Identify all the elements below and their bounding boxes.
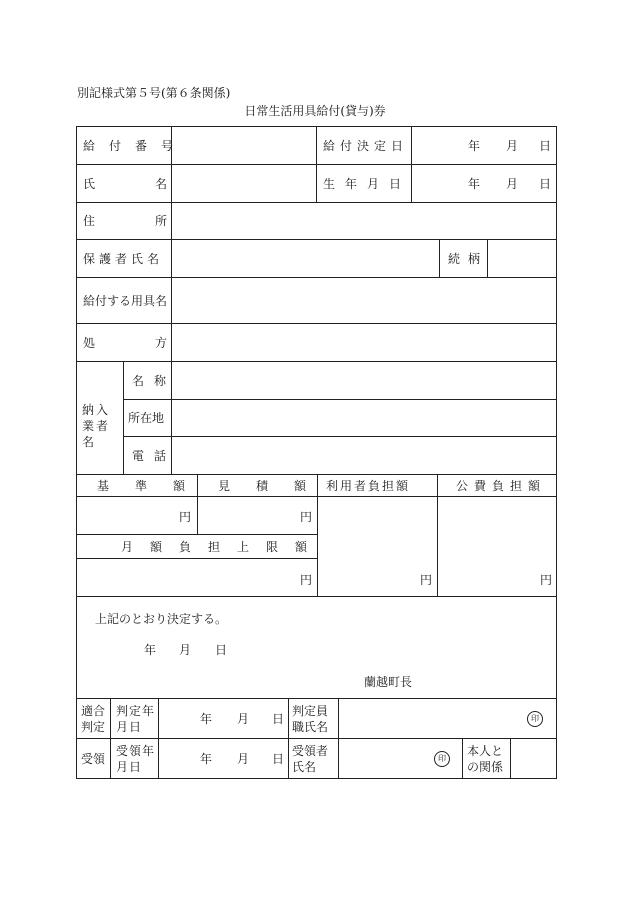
- field-meisho[interactable]: [171, 361, 557, 399]
- header-kijun-gaku: [76, 474, 212, 496]
- field-getsugaku-futan-jogen-gaku[interactable]: [76, 558, 317, 596]
- month-label: 月: [179, 643, 192, 657]
- label-riyosha-futan-gaku: 利用者負担額: [326, 479, 411, 493]
- field-shimei[interactable]: [171, 164, 316, 202]
- year-label: 年: [200, 712, 213, 726]
- label-nonyu-gyosha: 納入業者名: [82, 403, 111, 449]
- label-cell-juryosha-shimei: [288, 738, 338, 779]
- label-cell-seinengappi: [316, 164, 411, 202]
- field-shozaichi[interactable]: [171, 399, 557, 436]
- field-kyufu-bango[interactable]: [171, 126, 316, 164]
- field-shoho[interactable]: [171, 323, 557, 361]
- label-tekigo-hantei: 適合判定: [81, 704, 106, 734]
- label-juryo-nengappi: 受領年月日: [116, 744, 156, 774]
- field-hantei-nengappi[interactable]: [158, 698, 288, 738]
- month-label: 月: [506, 177, 519, 191]
- label-cell-tekigo-hantei: [76, 698, 110, 738]
- field-hanteiin-shokushimei[interactable]: [338, 698, 557, 738]
- label-mitsumori-gaku: 見積額: [218, 479, 333, 493]
- year-label: 年: [200, 752, 213, 766]
- yen-label: 円: [179, 510, 192, 524]
- field-kyufu-kettei-bi[interactable]: [411, 126, 557, 164]
- field-juryo-nengappi[interactable]: [158, 738, 288, 779]
- label-cell-hanteiin-shokushimei: [288, 698, 338, 738]
- field-zokugara[interactable]: [487, 239, 557, 277]
- field-seinengappi[interactable]: [411, 164, 557, 202]
- header-kohi-futan-gaku: [437, 474, 557, 496]
- year-label: 年: [468, 177, 481, 191]
- label-meisho: 名称: [132, 374, 177, 388]
- label-cell-denwa: [123, 436, 177, 474]
- field-honnin-tono-kankei[interactable]: [510, 738, 557, 779]
- decision-statement: 上記のとおり決定する。: [95, 612, 228, 626]
- label-seinengappi: 生年月日: [323, 177, 412, 191]
- field-jusho[interactable]: [171, 202, 557, 239]
- label-cell-hogosha-shimei: [76, 239, 171, 277]
- label-honnin-tono-kankei: 本人との関係: [467, 744, 504, 774]
- label-cell-honnin-tono-kankei: [462, 738, 510, 779]
- label-cell-juryo: [76, 738, 110, 779]
- yen-label: 円: [300, 510, 313, 524]
- label-juryo: 受領: [81, 752, 106, 766]
- seal-mark: 印: [434, 751, 450, 767]
- label-zokugara: 続柄: [448, 252, 489, 266]
- header-riyosha-futan-gaku: [317, 474, 437, 496]
- field-kijun-gaku[interactable]: [76, 496, 197, 534]
- field-hogosha-shimei[interactable]: [171, 239, 439, 277]
- label-cell-meisho: [123, 361, 177, 399]
- year-label: 年: [144, 643, 157, 657]
- yen-label: 円: [420, 573, 433, 587]
- label-kijun-gaku: 基準額: [97, 479, 212, 493]
- label-denwa: 電話: [132, 449, 177, 463]
- seal-mark: 印: [527, 711, 543, 727]
- field-riyosha-futan-gaku[interactable]: [317, 496, 437, 596]
- label-shoho: 処方: [83, 336, 228, 350]
- label-kyufu-kettei-bi: 給付決定日: [323, 139, 409, 153]
- voucher-form: [76, 126, 557, 779]
- label-hanteiin-shokushimei: 判定員職氏名: [292, 704, 329, 734]
- label-kohi-futan-gaku: 公費負担額: [456, 479, 547, 493]
- day-label: 日: [272, 712, 285, 726]
- field-kohi-futan-gaku[interactable]: [437, 496, 557, 596]
- month-label: 月: [237, 752, 250, 766]
- month-label: 月: [506, 139, 519, 153]
- field-denwa[interactable]: [171, 436, 557, 474]
- day-label: 日: [272, 752, 285, 766]
- label-hantei-nengappi: 判定年月日: [116, 704, 156, 734]
- header-mitsumori-gaku: [197, 474, 333, 496]
- label-kyufu-bango: 給付番号: [83, 139, 188, 153]
- form-title: 日常生活用具給付(貸与)券: [244, 104, 386, 118]
- issuer-name: 蘭越町長: [364, 675, 413, 689]
- day-label: 日: [215, 643, 228, 657]
- form-header: 別記様式第５号(第６条関係): [77, 86, 231, 100]
- label-cell-hantei-nengappi: [110, 698, 158, 738]
- label-shozaichi: 所在地: [128, 411, 165, 425]
- label-cell-juryo-nengappi: [110, 738, 158, 779]
- label-cell-zokugara: [439, 239, 487, 277]
- day-label: 日: [539, 177, 552, 191]
- label-cell-kyufu-bango: [76, 126, 188, 164]
- label-getsugaku-futan-jogen-gaku: 月額負担上限額: [121, 540, 325, 554]
- field-mitsumori-gaku[interactable]: [197, 496, 317, 534]
- label-cell-shoho: [76, 323, 228, 361]
- year-label: 年: [468, 139, 481, 153]
- day-label: 日: [539, 139, 552, 153]
- yen-label: 円: [540, 573, 553, 587]
- label-shimei: 氏名: [83, 177, 228, 191]
- label-juryosha-shimei: 受領者氏名: [292, 744, 329, 774]
- label-cell-kyufu-kettei-bi: [316, 126, 411, 164]
- label-cell-shimei: [76, 164, 228, 202]
- field-juryosha-shimei[interactable]: [338, 738, 462, 779]
- label-hogosha-shimei: 保護者氏名: [83, 252, 164, 266]
- label-cell-nonyu-gyosha: [76, 361, 123, 474]
- month-label: 月: [237, 712, 250, 726]
- field-kyufu-yogu-mei[interactable]: [171, 277, 557, 323]
- label-cell-jusho: [76, 202, 228, 239]
- label-jusho: 住所: [83, 214, 228, 228]
- label-cell-shozaichi: [123, 399, 171, 436]
- label-kyufu-yogu-mei: 給付する用具名: [83, 294, 168, 308]
- yen-label: 円: [300, 573, 313, 587]
- decision-block: [76, 596, 557, 698]
- label-cell-kyufu-yogu-mei: [76, 277, 171, 323]
- header-getsugaku-futan-jogen-gaku: [76, 534, 325, 558]
